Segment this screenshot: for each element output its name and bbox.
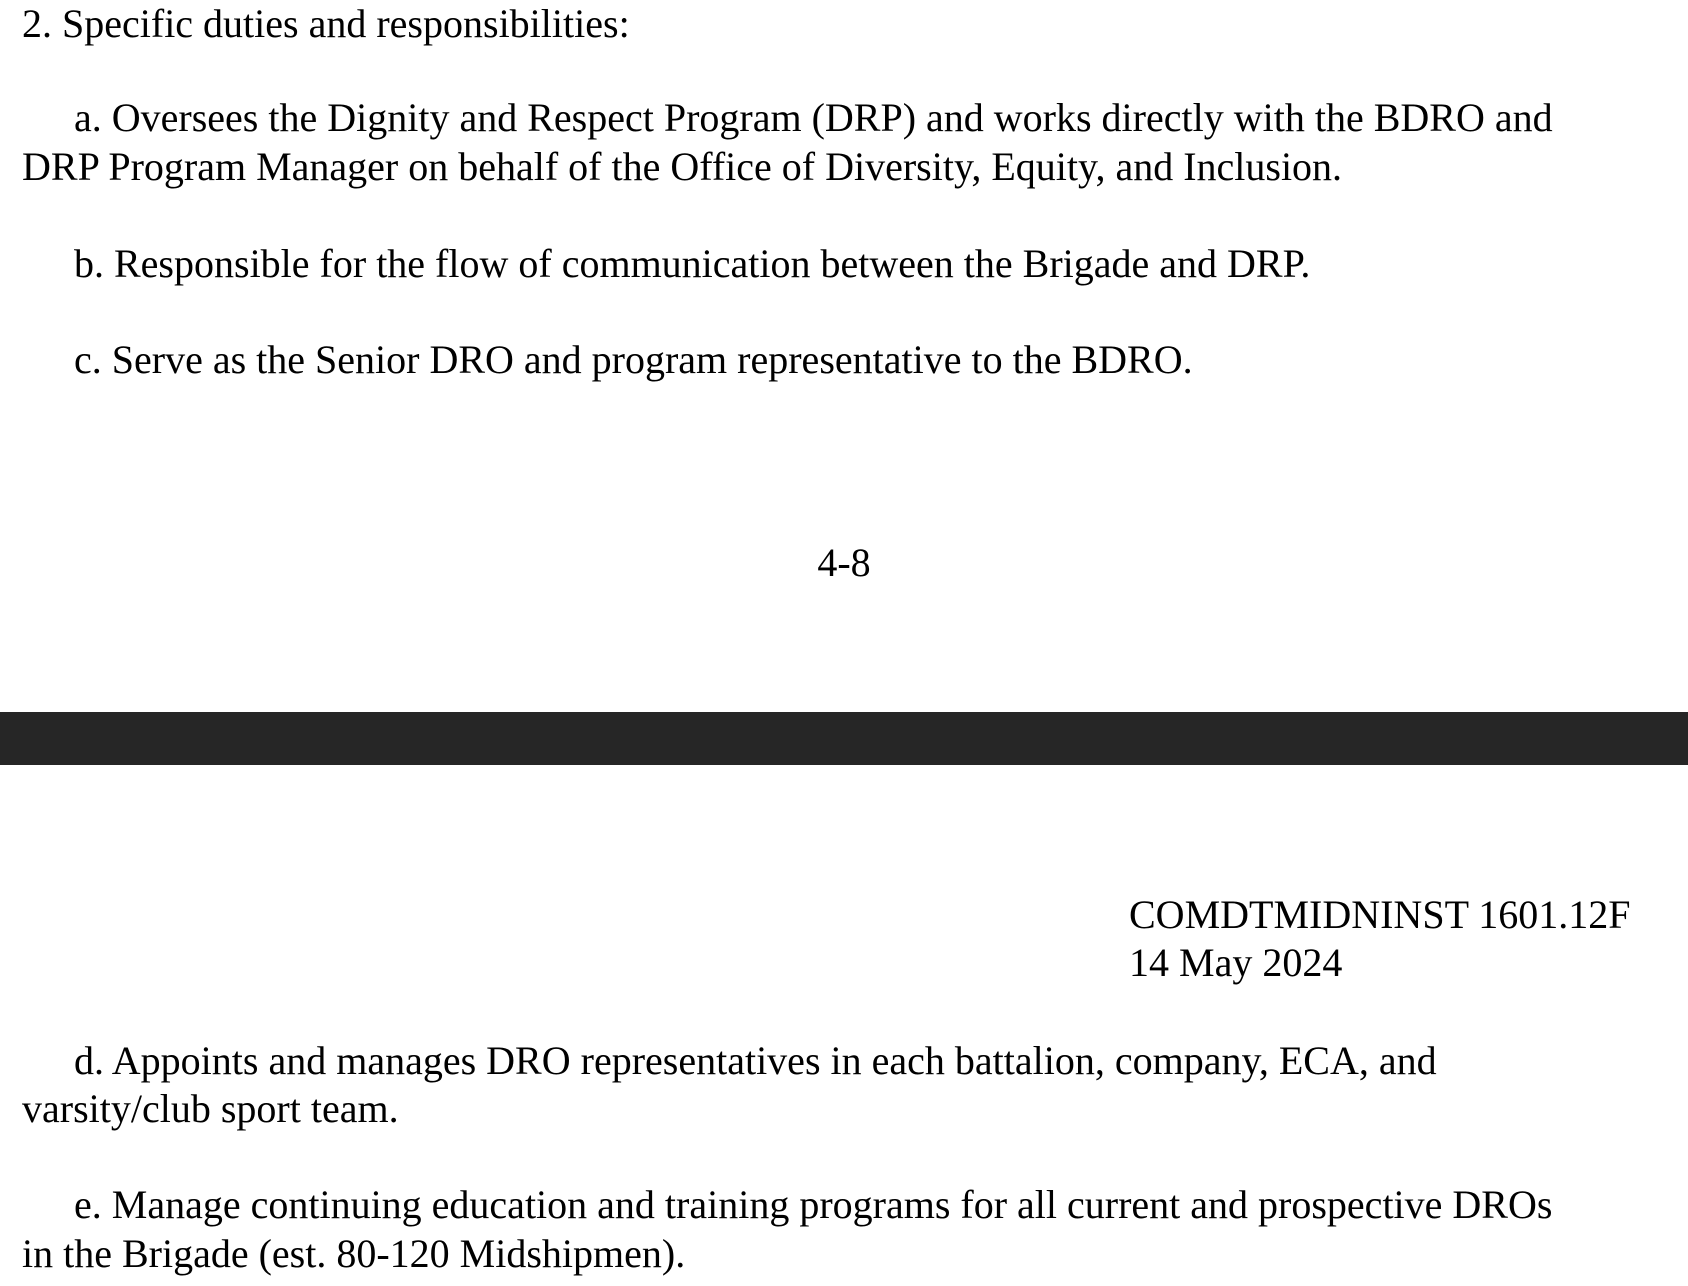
document-page-bottom (0, 765, 1688, 1286)
item-c-line-1: c. Serve as the Senior DRO and program representative to the BDRO. (74, 337, 1193, 382)
document-id: COMDTMIDNINST 1601.12F (1129, 892, 1631, 937)
item-d-line-1: d. Appoints and manages DRO representatives in each battalion, company, ECA, and (74, 1038, 1437, 1083)
item-e-line-2: in the Brigade (est. 80-120 Midshipmen). (22, 1231, 686, 1276)
section-heading: 2. Specific duties and responsibilities: (22, 1, 630, 46)
document-date: 14 May 2024 (1129, 940, 1343, 985)
item-a-line-2: DRP Program Manager on behalf of the Office of Diversity, Equity, and Inclusion. (22, 144, 1343, 189)
page-separator (0, 712, 1688, 765)
item-d-line-2: varsity/club sport team. (22, 1086, 399, 1131)
document-header (1129, 891, 1631, 987)
page-number: 4-8 (817, 540, 871, 585)
item-b-line-1: b. Responsible for the flow of communication between the Brigade and DRP. (74, 241, 1311, 286)
item-a-line-1: a. Oversees the Dignity and Respect Program (DRP) and works directly with the BDRO and (74, 95, 1553, 140)
item-e-line-1: e. Manage continuing education and training programs for all current and prospective DROs (74, 1182, 1553, 1227)
